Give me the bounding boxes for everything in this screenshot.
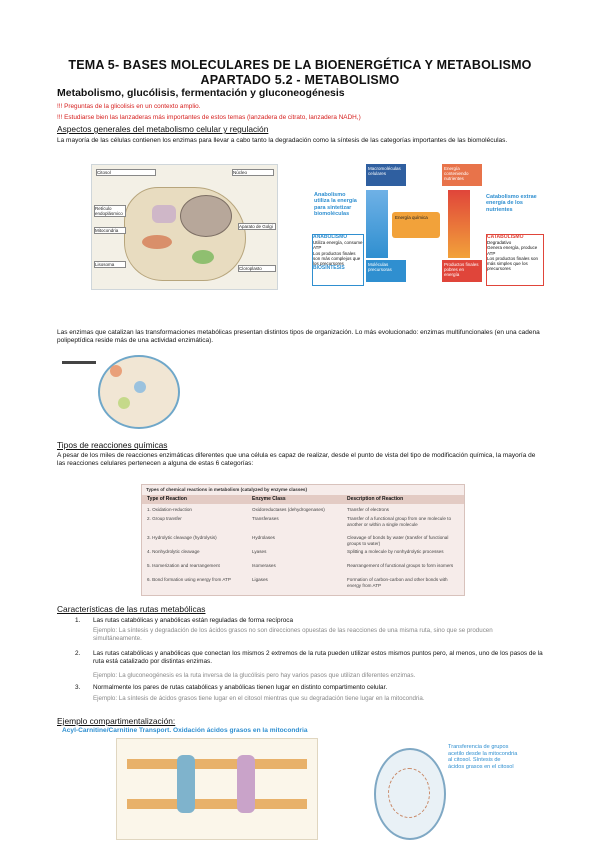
table-cell: 2. Group transfer <box>147 516 182 521</box>
membrane-outer <box>127 759 307 769</box>
table-cell: Ligases <box>252 577 268 582</box>
bottom-left-label: Moléculas precursoras <box>368 262 392 273</box>
catabolism-arrow <box>448 190 470 258</box>
label-citosol: Citosol <box>96 169 156 176</box>
label-lisosoma: Lisosoma <box>94 261 126 268</box>
reaction-table <box>141 484 465 596</box>
section-heading-caracteristicas: Características de las rutas metabólicas <box>57 604 206 614</box>
enzyme-dot <box>118 397 130 409</box>
table-cell: 4. Nonhydrolytic cleavage <box>147 549 200 554</box>
note-2: !!! Estudiarse bien las lanzaderas más importantes de estos temas (lanzadera de citrato, lanzadera NADH,) <box>57 114 361 121</box>
inner-matrix <box>388 768 430 818</box>
top-left-box <box>366 164 406 186</box>
cell-figure <box>91 164 278 290</box>
catabolism-box-title: CATABOLISMO <box>487 234 524 240</box>
top-right-label: Energía conteniendo nutrientes <box>444 166 469 182</box>
table-cell: 5. Isomerization and rearrangement <box>147 563 220 568</box>
figure-title-carnitine: Acyl-Carnitine/Carnitine Transport. Oxidación ácidos grasos en la mitocondria <box>62 727 308 734</box>
catabolism-item: Los productos finales son más simples que los precursores <box>487 255 539 272</box>
metabolism-cycle-figure <box>308 164 544 284</box>
list-item: Las rutas catabólicas y anabólicas que conectan los mismos 2 extremos de la ruta pueden utilizar estos mismos puntos pero, al menos, uno de los pasos de la ruta está catalizado por distintas enzimas. <box>93 650 543 665</box>
list-number: 2. <box>75 650 81 657</box>
section-text-aspectos: La mayoría de las células contienen los enzimas para llevar a cabo tanto la degradación como la síntesis de las categorías importantes de las biomoléculas. <box>57 137 508 144</box>
list-example: Ejemplo: La gluconeogénesis es la ruta inversa de la glucólisis pero hay varios pasos que utilizan diferentes enzimas. <box>93 672 416 679</box>
table-header-enzyme: Enzyme Class <box>252 496 286 502</box>
center-label: Energía química <box>395 215 428 220</box>
enzyme-dot <box>110 365 122 377</box>
table-cell: Transferases <box>252 516 279 521</box>
bottom-right-box <box>442 260 482 282</box>
compartment-note: Transferencia de grupos acetilo desde la mitocondria al citosol. Síntesis de ácidos grasos en el citosol <box>448 744 518 770</box>
anabolism-box-title: ANABOLISMO <box>313 234 348 240</box>
table-header-bar <box>142 495 464 504</box>
section-heading-aspectos: Aspectos generales del metabolismo celular y regulación <box>57 124 269 134</box>
carnitine-figure <box>116 738 318 840</box>
list-example: Ejemplo: La síntesis de ácidos grasos tiene lugar en el citosol mientras que su degradación tiene lugar en la mitocondria. <box>93 695 425 702</box>
list-item: Las rutas catabólicas y anabólicas están reguladas de forma recíproca <box>93 617 293 624</box>
page-subtitle: Metabolismo, glucólisis, fermentación y gluconeogénesis <box>57 87 345 99</box>
list-number: 1. <box>75 617 81 624</box>
list-item: Normalmente los pares de rutas catabólicas y anabólicas tienen lugar en distinto compartimento celular. <box>93 684 388 691</box>
table-header-desc: Description of Reaction <box>347 496 404 502</box>
enzyme-dot <box>134 381 146 393</box>
table-cell: Splitting a molecule by nonhydrolytic processes <box>347 549 444 554</box>
table-cell: Lyases <box>252 549 267 554</box>
membrane-inner <box>127 799 307 809</box>
label-golgi: Aparato de Golgi <box>238 223 276 230</box>
multienzyme-figure <box>62 351 182 427</box>
transporter-shape <box>237 755 255 813</box>
list-example: Ejemplo: La síntesis y degradación de los ácidos grasos no son direcciones opuestas de las reacciones de una misma ruta, sino que se producen simultáneamente. <box>93 627 493 642</box>
table-cell: 6. Bond formation using energy from ATP <box>147 577 231 582</box>
section-heading-tipos: Tipos de reacciones químicas <box>57 440 168 450</box>
golgi-shape <box>152 205 176 223</box>
anabolism-item: Los productos finales son más complejos que los precursores <box>313 250 361 267</box>
anabolism-box <box>312 234 364 286</box>
anabolism-item: Utiliza energía, consume ATP <box>313 240 363 251</box>
transporter-shape <box>177 755 195 813</box>
top-left-label: Macromoléculas celulares <box>368 166 401 177</box>
table-header-type: Type of Reaction <box>147 496 187 502</box>
label-cloroplasto: Cloroplasto <box>238 265 276 272</box>
table-cell: Transfer of a functional group from one molecule to another or within a single molecule <box>347 516 452 527</box>
table-cell: Oxidoreductases (dehydrogenases) <box>252 507 325 512</box>
section-heading-compartimentalizacion: Ejemplo compartimentalización: <box>57 716 176 726</box>
label-mitocondria: Mitocondria <box>94 227 126 234</box>
mitochondria-figure <box>370 738 446 842</box>
page-title-line1: TEMA 5- BASES MOLECULARES DE LA BIOENERGÉTICA Y METABOLISMO <box>68 58 532 72</box>
label-nucleo: Núcleo <box>232 169 274 176</box>
table-cell: Transfer of electrons <box>347 507 389 512</box>
anabolism-arrow <box>366 190 388 258</box>
section-text-enzimas: Las enzimas que catalizan las transformaciones metabólicas presentan distintos tipos de organización. Lo más evolucionado: enzimas multifuncionales (en una cadena polipeptídica reside más de una actividad enzimática). <box>57 329 540 345</box>
nucleus-shape <box>180 195 232 237</box>
table-cell: 1. Oxidation-reduction <box>147 507 192 512</box>
table-cell: Rearrangement of functional groups to form isomers <box>347 563 454 568</box>
catabolism-item: Degradativo <box>487 240 512 246</box>
table-cell: Hydrolases <box>252 535 275 540</box>
top-right-box <box>442 164 482 186</box>
mitochondria-shape <box>142 235 172 249</box>
section-text-tipos: A pesar de los miles de reacciones enzimáticas diferentes que una célula es capaz de realizar, desde el punto de vista del tipo de modificación química, la mayoría de las reacciones celulares pertenecen a alguna de estas 6 categorías: <box>57 452 536 468</box>
note-1: !!! Preguntas de la glicolisis en un contexto amplio. <box>57 103 201 110</box>
table-cell: Formation of carbon-carbon and other bonds with energy from ATP <box>347 577 448 588</box>
cell-body <box>124 187 246 281</box>
anabolism-title: Anabolismo utiliza la energía para sintetizar biomoléculas <box>314 192 357 218</box>
catabolism-box <box>486 234 544 286</box>
chloroplast-shape <box>192 250 214 264</box>
label-reticulo: Retículo endoplásmico <box>94 205 126 217</box>
table-cell: Cleavage of bonds by water (transfer of functional groups to water) <box>347 535 449 546</box>
table-cell: Isomerases <box>252 563 276 568</box>
table-caption: Types of chemical reactions in metabolism (catalyzed by enzyme classes) <box>146 487 308 492</box>
bottom-left-box <box>366 260 406 282</box>
bottom-right-label: Productos finales pobres en energía <box>444 262 479 278</box>
arrow-line <box>62 361 96 364</box>
catabolism-title: Catabolismo extrae energía de los nutrientes <box>486 194 537 213</box>
anabolism-footer: BIOSÍNTESIS <box>313 265 345 272</box>
center-energy <box>392 212 440 238</box>
page-title-line2: APARTADO 5.2 - METABOLISMO <box>200 73 400 87</box>
list-number: 3. <box>75 684 81 691</box>
catabolism-item: Genera energía, produce ATP <box>487 245 538 256</box>
table-cell: 3. Hydrolytic cleavage (hydrolysis) <box>147 535 217 540</box>
